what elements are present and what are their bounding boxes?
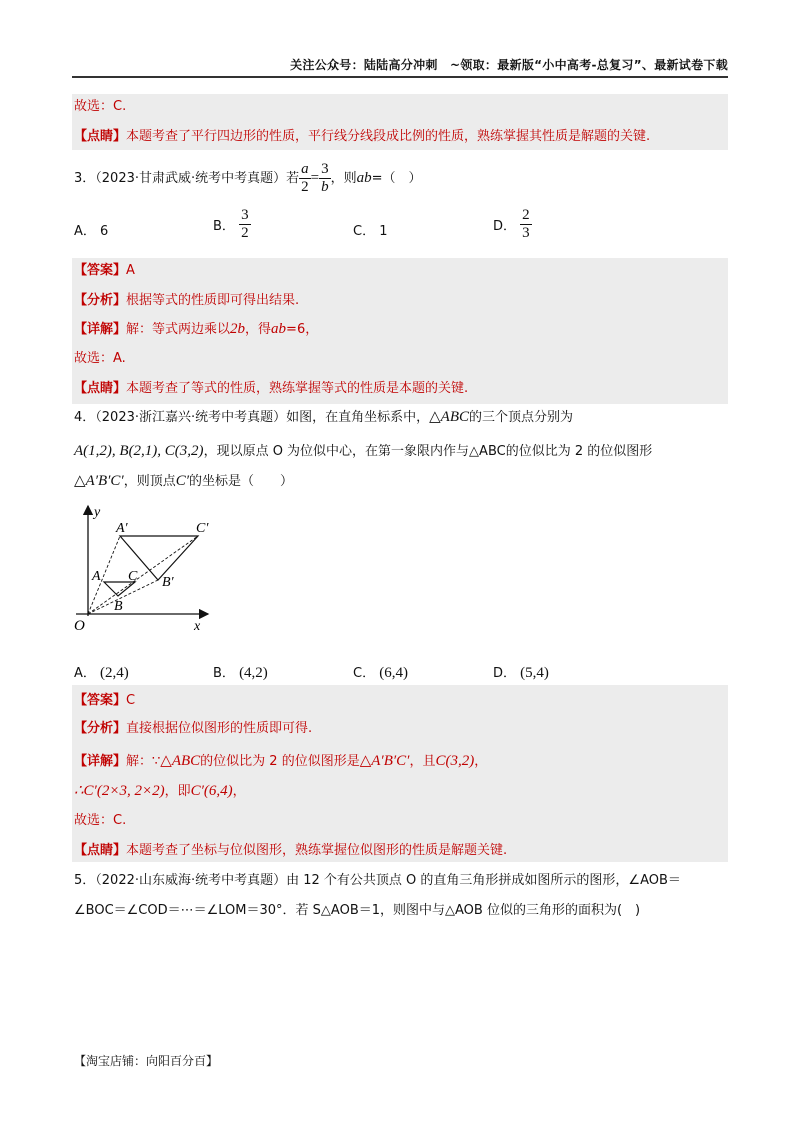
q4-analysis: 【分析】直接根据位似图形的性质即可得. (74, 721, 313, 736)
q4-option-b: B． (4,2) (213, 665, 268, 681)
q3-option-c: C． 1 (353, 224, 388, 239)
q4-detail-2: ∴C′(2×3, 2×2)，即C′(6,4)， (74, 783, 246, 799)
solution-box-q4 (72, 685, 728, 862)
label-x: x (194, 619, 201, 634)
q3-option-d: D． $\frac{2}{3}$ (493, 207, 530, 241)
label-c: C (128, 569, 138, 584)
q4-comment: 【点睛】本题考查了坐标与位似图形，熟练掌握位似图形的性质是解题关键. (74, 843, 508, 858)
question-4-line-1: 4．（2023·浙江嘉兴·统考中考真题）如图，在直角坐标系中，△ABC的三个顶点分别为 (74, 409, 574, 425)
question-3-stem: 3．（2023·甘肃武威·统考中考真题）若 $\frac{a}{2}$ = $\frac{3}{b}$ ，则ab=（ ） (74, 161, 422, 195)
fraction-3-over-b: $\frac{3}{b}$ (321, 161, 329, 195)
fraction-a-over-2: $\frac{a}{2}$ (301, 161, 309, 195)
q4-answer: 【答案】C (74, 693, 136, 708)
label-c-prime: C′ (196, 521, 209, 536)
label-y: y (94, 505, 101, 520)
label-o: O (74, 618, 85, 634)
label-b: B (114, 599, 123, 614)
q4-option-d: D． (5,4) (493, 665, 549, 681)
question-4-line-2: A(1,2), B(2,1), C(3,2)，现以原点 O 为位似中心，在第一象限内作与△ABC的位似比为 2 的位似图形 (74, 443, 653, 459)
q3-detail: 【详解】解：等式两边乘以2b，得ab=6， (74, 321, 319, 337)
q3-option-a: A． 6 (74, 224, 109, 239)
q4-option-a: A． (2,4) (74, 665, 129, 681)
ray-o-b (88, 580, 158, 614)
comment-line-prev: 【点睛】本题考查了平行四边形的性质，平行线分线段成比例的性质，熟练掌握其性质是解题的关键. (74, 129, 651, 144)
q3-answer: 【答案】A (74, 263, 135, 278)
header-rule (72, 76, 728, 78)
q4-option-c: C． (6,4) (353, 665, 408, 681)
question-5-line-1: 5．（2022·山东威海·统考中考真题）由 12 个有公共顶点 O 的直角三角形拼成如图所示的图形，∠AOB＝ (74, 873, 681, 888)
q3-comment: 【点睛】本题考查了等式的性质，熟练掌握等式的性质是本题的关键. (74, 381, 469, 396)
q3-analysis: 【分析】根据等式的性质即可得出结果. (74, 293, 300, 308)
q3-option-b: B． $\frac{3}{2}$ (213, 207, 249, 241)
ray-o-c (88, 536, 198, 614)
page-header: 关注公众号：陆陆高分冲刺 ~领取：最新版“小中高考-总复习”、最新试卷下载 (290, 58, 728, 72)
select-line-prev: 故选：C. (74, 99, 127, 114)
label-b-prime: B′ (162, 575, 174, 590)
question-4-line-3: △A′B′C′，则顶点C′的坐标是（ ） (74, 473, 294, 489)
label-a-prime: A′ (116, 521, 128, 536)
label-a: A (92, 569, 101, 584)
q4-select: 故选：C. (74, 813, 127, 828)
similar-triangles-figure (70, 500, 220, 640)
q4-detail-1: 【详解】解：∵△ABC的位似比为 2 的位似图形是△A′B′C′，且C(3,2)， (74, 753, 488, 769)
page-footer: 【淘宝店铺：向阳百分百】 (74, 1054, 219, 1068)
question-5-line-2: ∠BOC＝∠COD＝⋯＝∠LOM＝30°．若 S△AOB＝1，则图中与△AOB 位似的三角形的面积为( ) (74, 903, 641, 918)
q3-select: 故选：A. (74, 351, 126, 366)
